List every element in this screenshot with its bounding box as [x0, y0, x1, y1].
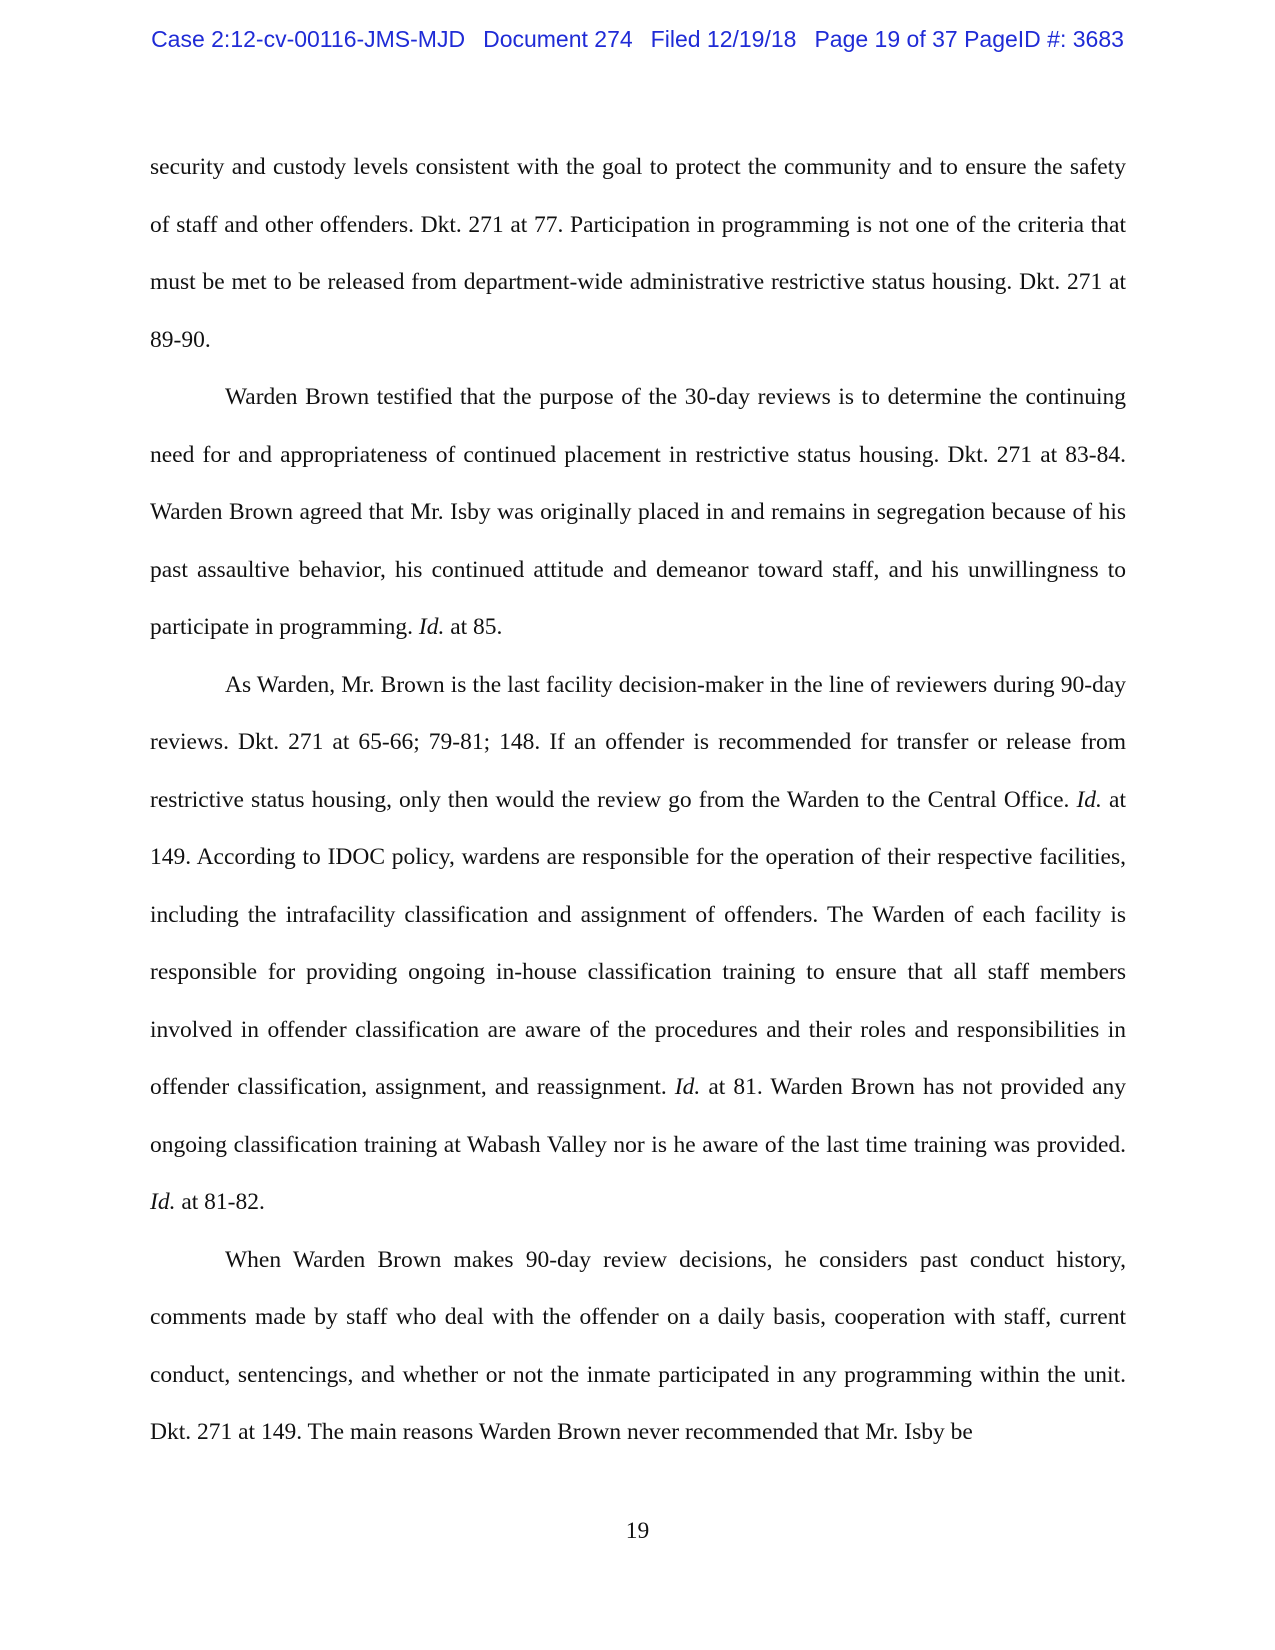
- document-body: [150, 139, 1126, 1462]
- case-header: [0, 26, 1275, 53]
- filed-date: Filed 12/19/18: [650, 26, 797, 52]
- case-number: Case 2:12-cv-00116-JMS-MJD: [151, 26, 466, 52]
- paragraph-2: Warden Brown testified that the purpose of the 30-day reviews is to determine the continuing need for and appropriateness of continued placement in restrictive status housing. Dkt. 271 at 83-84. Warden Brown agreed that Mr. Isby was originally placed in and remains in segregation because of his past assaultive behavior, his continued attitude and demeanor toward staff, and his unwillingness to participate in programming. Id. at 85.: [150, 384, 1126, 640]
- paragraph-4: When Warden Brown makes 90-day review decisions, he considers past conduct history, comments made by staff who deal with the offender on a daily basis, cooperation with staff, current conduct, sentencings, and whether or not the inmate participated in any programming within the unit. Dkt. 271 at 149. The main reasons Warden Brown never recommended that Mr. Isby be: [150, 1246, 1126, 1445]
- citation-id: Id.: [674, 1074, 701, 1100]
- paragraph-1: security and custody levels consistent with the goal to protect the community and to ensure the safety of staff and other offenders. Dkt. 271 at 77. Participation in programming is not one of the criteria that must be met to be released from department-wide administrative restrictive status housing. Dkt. 271 at 89-90.: [150, 154, 1126, 353]
- citation-id: Id.: [418, 614, 445, 640]
- citation-id: Id.: [150, 1189, 176, 1215]
- page-number: 19: [625, 1518, 650, 1544]
- paragraph-3: As Warden, Mr. Brown is the last facility decision-maker in the line of reviewers during 90-day reviews. Dkt. 271 at 65-66; 79-81; 148. If an offender is recommended for transfer or release from restrictive status housing, only then would the review go from the Warden to the Central Office. Id. at 149. According to IDOC policy, wardens are responsible for the operation of their respective facilities, including the intrafacility classification and assignment of offenders. The Warden of each facility is responsible for providing ongoing in-house classification training to ensure that all staff members involved in offender classification are aware of the procedures and their roles and responsibilities in offender classification, assignment, and reassignment. Id. at 81. Warden Brown has not provided any ongoing classification training at Wabash Valley nor is he aware of the last time training was provided. Id. at 81-82.: [150, 671, 1127, 1215]
- citation-id: Id.: [1076, 786, 1102, 813]
- document-number: Document 274: [483, 26, 633, 52]
- page-id: Page 19 of 37 PageID #: 3683: [814, 26, 1124, 52]
